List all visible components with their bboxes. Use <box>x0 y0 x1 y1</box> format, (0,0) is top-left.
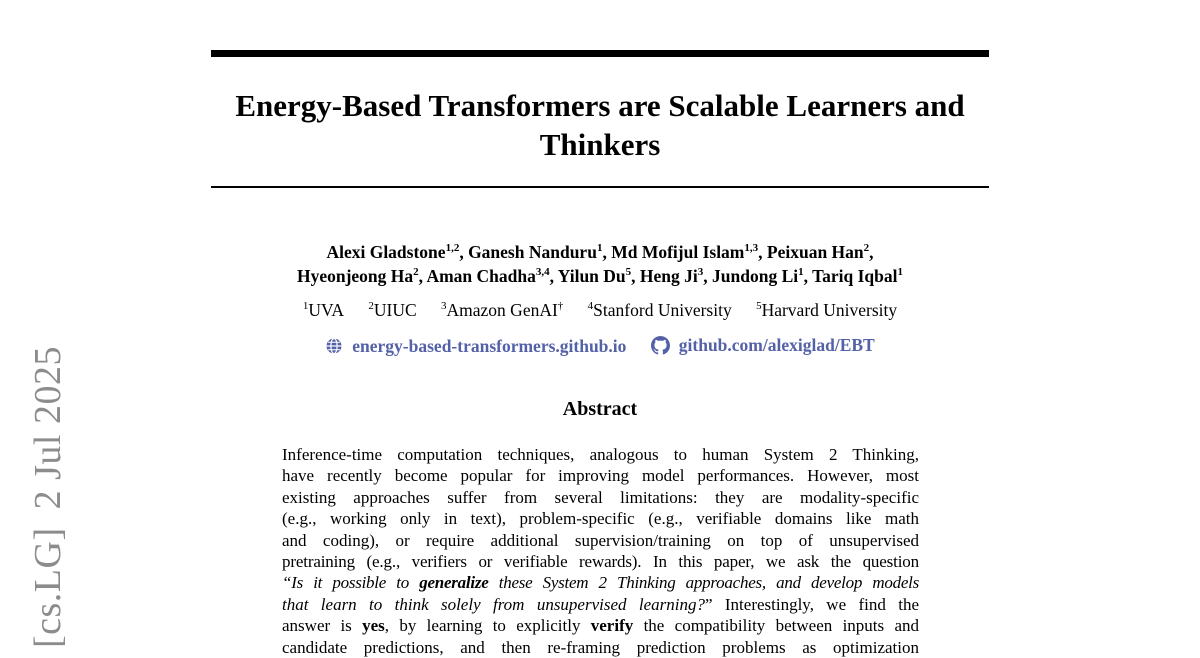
abstract-line: answer is yes, by learning to explicitly verify the compatibility between inputs and <box>282 616 919 636</box>
author-line-1: Alexi Gladstone$^{1,2}$, Ganesh Nanduru$^1$, Md Mofijul Islam$^{1,3}$, Peixuan Han$^2$, <box>326 242 874 262</box>
author-line-2: Hyeonjeong Ha$^2$, Aman Chadha$^{3,4}$, Yilun Du$^5$, Heng Ji$^3$, Jundong Li$^1$, Tariq Iqbal$^1$ <box>296 266 904 286</box>
abstract-line: that learn to think solely from unsupervised learning?” Interestingly, we find the <box>282 594 919 614</box>
affiliation-list <box>211 298 989 322</box>
abstract-line: candidate predictions, and then re-framing prediction problems as optimization <box>282 637 919 657</box>
author: Hyeonjeong Ha$^2$ <box>296 266 419 286</box>
arxiv-category: [cs.LG] <box>27 527 69 648</box>
website-link-text: energy-based-transformers.github.io <box>352 335 627 356</box>
affiliation: $^2$UIUC <box>368 300 417 320</box>
project-links <box>211 333 989 361</box>
author: Md Mofijul Islam$^{1,3}$ <box>611 242 759 262</box>
author: Alexi Gladstone$^{1,2}$ <box>326 242 460 262</box>
title-rule-bottom <box>211 186 989 188</box>
affiliation: $^4$Stanford University <box>587 300 732 320</box>
abstract-line: have recently become popular for improving model performances. However, most <box>282 466 919 486</box>
paper-title: Energy-Based Transformers are Scalable Learners and Thinkers <box>235 88 965 162</box>
abstract-line: pretraining (e.g., verifiers or verifiable rewards). In this paper, we ask the question <box>282 552 919 572</box>
author: Heng Ji$^3$ <box>639 266 704 286</box>
affiliation: $^3$Amazon GenAI† <box>441 300 564 320</box>
author: Ganesh Nanduru$^1$ <box>468 242 603 262</box>
author: Jundong Li$^1$ <box>712 266 804 286</box>
author: Aman Chadha$^{3,4}$ <box>426 266 550 286</box>
affiliation: $^5$Harvard University <box>756 300 898 320</box>
arxiv-date: 2 Jul 2025 <box>27 346 69 510</box>
abstract-text <box>282 444 919 658</box>
author: Peixuan Han$^2$ <box>766 242 870 262</box>
title-rule-top <box>211 50 989 57</box>
abstract-line: Inference-time computation techniques, analogous to human System 2 Thinking, <box>282 445 919 464</box>
arxiv-stamp <box>28 346 68 648</box>
github-icon <box>651 336 670 355</box>
github-link-text: github.com/alexiglad/EBT <box>678 335 875 355</box>
abstract-line: and coding), or require additional supervision/training on top of unsupervised <box>282 530 919 550</box>
globe-icon <box>325 337 343 355</box>
author: Tariq Iqbal$^1$ <box>812 266 904 286</box>
abstract-line: existing approaches suffer from several limitations: they are modality-specific <box>282 487 919 507</box>
abstract-heading: Abstract <box>562 398 638 420</box>
website-link[interactable] <box>325 334 626 358</box>
abstract-line: (e.g., working only in text), problem-specific (e.g., verifiable domains like math <box>282 509 919 529</box>
affiliation: $^1$UVA <box>302 300 344 320</box>
author-list <box>211 240 989 288</box>
abstract-line: “Is it possible to generalize these System 2 Thinking approaches, and develop models <box>282 573 920 593</box>
github-link[interactable] <box>651 333 875 357</box>
author: Yilun Du$^5$ <box>557 266 632 286</box>
